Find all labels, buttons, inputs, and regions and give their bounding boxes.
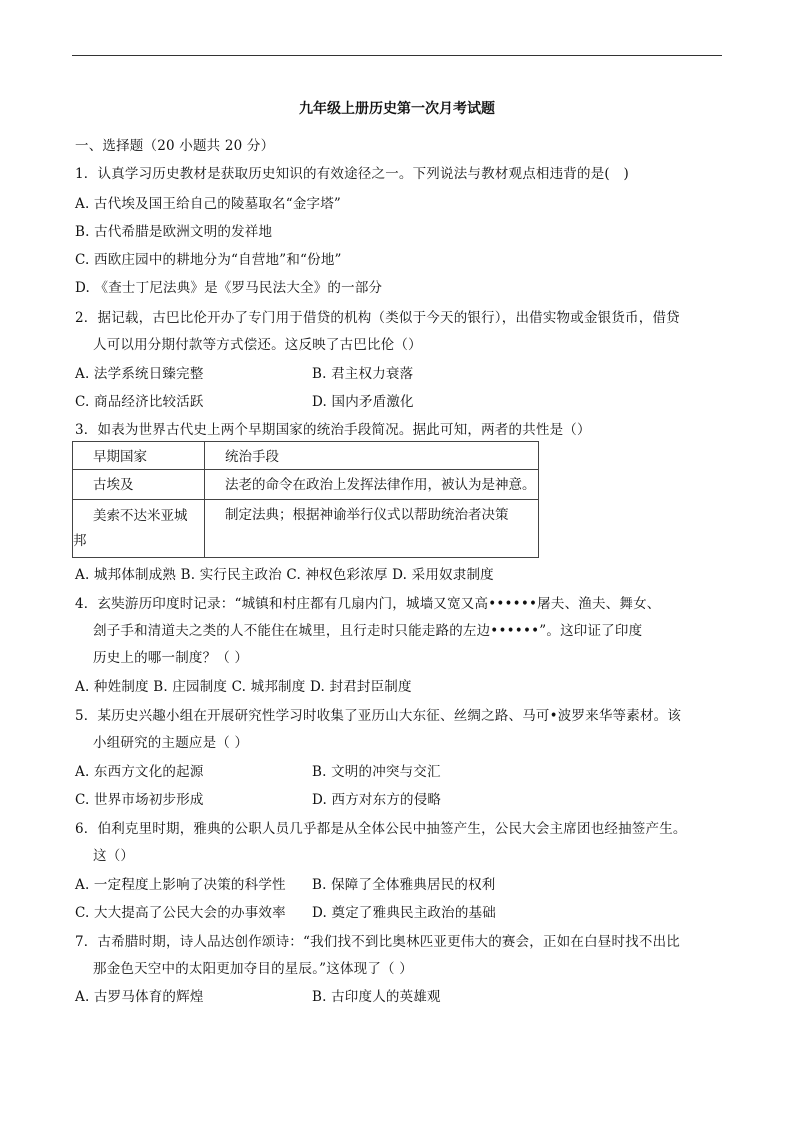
q5-option-d: D. 西方对东方的侵略 xyxy=(312,792,442,808)
header-rule xyxy=(72,55,722,56)
table-cell-mesopotamia-line2: 邦 xyxy=(73,533,87,549)
q7-stem-line2: 那金色天空中的太阳更加夺目的星辰。”这体现了（ ） xyxy=(93,961,413,977)
q3-options: A. 城邦体制成熟 B. 实行民主政治 C. 神权色彩浓厚 D. 采用奴隶制度 xyxy=(75,567,494,583)
table-cell-egypt: 古埃及 xyxy=(93,477,134,493)
q3-table xyxy=(72,441,539,558)
table-header-country: 早期国家 xyxy=(93,449,147,465)
q5-option-b: B. 文明的冲突与交汇 xyxy=(312,764,441,780)
q2-option-c: C. 商品经济比较活跃 xyxy=(75,394,204,410)
q4-stem-line2: 刽子手和清道夫之类的人不能住在城里，且行走时只能走路的左边••••••”。这印证了印度 xyxy=(93,623,643,639)
q5-option-c: C. 世界市场初步形成 xyxy=(75,792,204,808)
q6-stem-line2: 这（） xyxy=(93,848,135,864)
q1-option-d: D. 《查士丁尼法典》是《罗马民法大全》的一部分 xyxy=(75,280,383,296)
q6-option-d: D. 奠定了雅典民主政治的基础 xyxy=(312,905,496,921)
q1-option-a: A. 古代埃及国王给自己的陵墓取名“金字塔” xyxy=(75,196,342,212)
q1-stem: 1．认真学习历史教材是获取历史知识的有效途径之一。下列说法与教材观点相违背的是( ) xyxy=(75,166,630,182)
q7-option-b: B. 古印度人的英雄观 xyxy=(312,989,441,1005)
q2-stem-line1: 2．据记载，古巴比伦开办了专门用于借贷的机构（类似于今天的银行），出借实物或金银货币，借贷 xyxy=(75,310,680,326)
q7-stem-line1: 7．古希腊时期，诗人品达创作颂诗：“我们找不到比奥林匹亚更伟大的赛会，正如在白昼时找不出比 xyxy=(75,934,680,950)
q5-option-a: A. 东西方文化的起源 xyxy=(75,764,204,780)
table-cell-mesopotamia xyxy=(73,500,204,554)
table-cell xyxy=(73,500,205,558)
table-header-means: 统治手段 xyxy=(225,449,279,465)
section-heading: 一、选择题（20 小题共 20 分） xyxy=(75,138,275,154)
q4-stem-line1: 4．玄奘游历印度时记录：“城镇和村庄都有几扇内门，城墙又宽又高••••••屠夫、渔夫、舞女、 xyxy=(75,596,661,612)
q6-option-c: C. 大大提高了公民大会的办事效率 xyxy=(75,905,286,921)
q2-option-a: A. 法学系统日臻完整 xyxy=(75,366,204,382)
q4-options: A. 种姓制度 B. 庄园制度 C. 城邦制度 D. 封君封臣制度 xyxy=(75,679,412,695)
table-cell xyxy=(205,500,539,558)
table-cell-mesopotamia-line1: 美索不达米亚城 xyxy=(93,508,188,524)
table-cell-mesopotamia-means: 制定法典；根据神谕举行仪式以帮助统治者决策 xyxy=(225,507,509,523)
q6-option-b: B. 保障了全体雅典居民的权利 xyxy=(312,877,496,893)
page-title: 九年级上册历史第一次月考试题 xyxy=(299,101,495,117)
q2-option-d: D. 国内矛盾激化 xyxy=(312,394,414,410)
q6-option-a: A. 一定程度上影响了决策的科学性 xyxy=(75,877,286,893)
table-cell-egypt-means: 法老的命令在政治上发挥法律作用，被认为是神意。 xyxy=(225,477,536,493)
table-header-cell xyxy=(205,442,539,470)
q6-stem-line1: 6．伯利克里时期，雅典的公职人员几乎都是从全体公民中抽签产生，公民大会主席团也经抽签产生。 xyxy=(75,821,687,837)
q1-option-c: C. 西欧庄园中的耕地分为“自营地”和“份地” xyxy=(75,252,342,268)
table-cell xyxy=(205,470,539,500)
q3-stem: 3．如表为世界古代史上两个早期国家的统治手段简况。据此可知，两者的共性是（） xyxy=(75,422,591,438)
q1-option-b: B. 古代希腊是欧洲文明的发祥地 xyxy=(75,224,273,240)
q4-stem-line3: 历史上的哪一制度？（ ） xyxy=(93,650,249,666)
q2-option-b: B. 君主权力衰落 xyxy=(312,366,414,382)
q5-stem-line1: 5．某历史兴趣小组在开展研究性学习时收集了亚历山大东征、丝绸之路、马可•波罗来华等素材。该 xyxy=(75,708,682,724)
q7-option-a: A. 古罗马体育的辉煌 xyxy=(75,989,204,1005)
q5-stem-line2: 小组研究的主题应是（ ） xyxy=(93,735,249,751)
q2-stem-line2: 人可以用分期付款等方式偿还。这反映了古巴比伦（） xyxy=(93,337,422,353)
table-cell xyxy=(73,470,205,500)
table-header-cell xyxy=(73,442,205,470)
